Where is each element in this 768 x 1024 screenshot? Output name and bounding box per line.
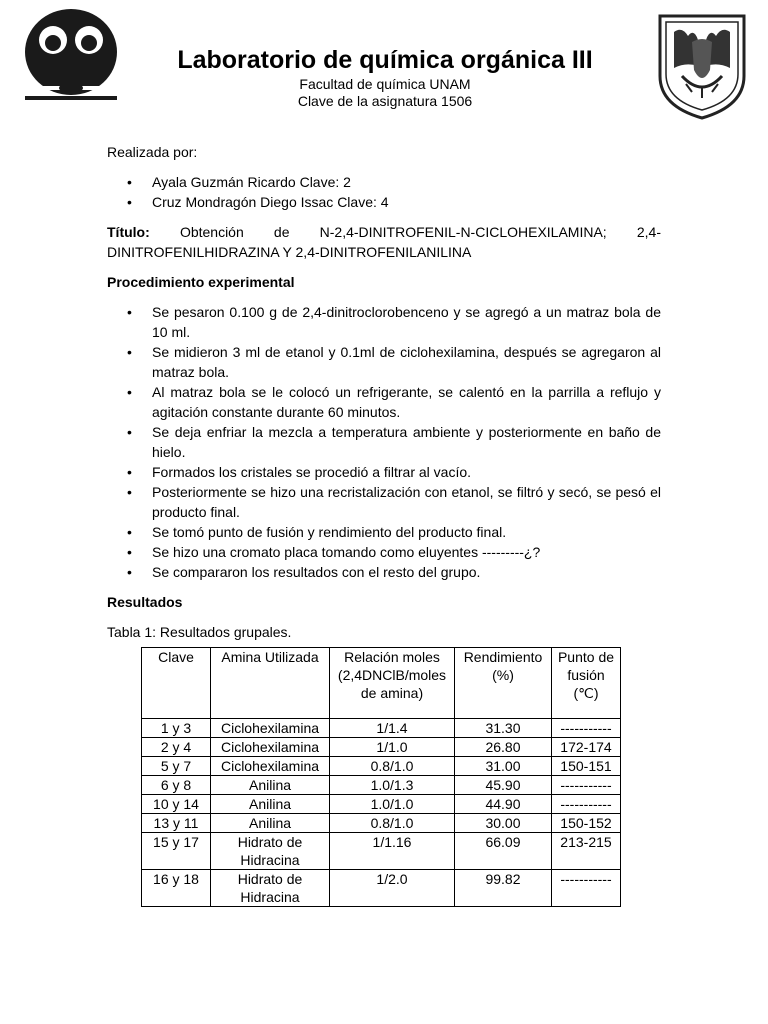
cell-clave: 2 y 4	[142, 738, 211, 757]
table-body	[142, 719, 621, 907]
authors-label: Realizada por:	[107, 144, 198, 160]
procedure-step: • Se pesaron 0.100 g de 2,4-dinitroclorobenceno y se agregó a un matraz bola de 10 ml.	[107, 302, 661, 342]
cell-amina: Ciclohexilamina	[211, 757, 330, 776]
cell-relacion: 1/2.0	[330, 870, 455, 907]
procedure-step: • Se tomó punto de fusión y rendimiento del producto final.	[107, 522, 661, 542]
cell-clave: 1 y 3	[142, 719, 211, 738]
procedure-step: • Se hizo una cromato placa tomando como eluyentes ---------¿?	[107, 542, 661, 562]
cell-amina: Ciclohexilamina	[211, 738, 330, 757]
procedure-step: • Se deja enfriar la mezcla a temperatura ambiente y posteriormente en baño de hielo.	[107, 422, 661, 462]
cell-rendimiento: 99.82	[455, 870, 552, 907]
cell-relacion: 1.0/1.3	[330, 776, 455, 795]
title-paragraph	[107, 222, 661, 262]
col-header-punto-fusion: Punto de fusión (℃)	[552, 648, 621, 719]
table-row	[142, 814, 621, 833]
cell-relacion: 1/1.0	[330, 738, 455, 757]
cell-punto-fusion: -----------	[552, 795, 621, 814]
cell-punto-fusion: -----------	[552, 870, 621, 907]
cell-punto-fusion: -----------	[552, 719, 621, 738]
authors-list	[107, 172, 661, 212]
unam-seal-logo	[652, 6, 752, 120]
cell-punto-fusion: 150-152	[552, 814, 621, 833]
cell-relacion: 0.8/1.0	[330, 757, 455, 776]
table-header-row	[142, 648, 621, 719]
document-title: Laboratorio de química orgánica III	[177, 46, 593, 74]
course-code-line: Clave de la asignatura 1506	[297, 93, 473, 109]
cell-amina: Hidrato de Hidracina	[211, 870, 330, 907]
table-row	[142, 833, 621, 870]
col-header-clave: Clave	[142, 648, 211, 719]
col-header-rendimiento: Rendimiento (%)	[455, 648, 552, 719]
table-row	[142, 757, 621, 776]
procedure-step: • Formados los cristales se procedió a filtrar al vacío.	[107, 462, 661, 482]
cell-rendimiento: 31.00	[455, 757, 552, 776]
document-header	[140, 44, 630, 110]
cell-punto-fusion: 172-174	[552, 738, 621, 757]
cell-rendimiento: 44.90	[455, 795, 552, 814]
table-row	[142, 719, 621, 738]
cell-relacion: 1/1.4	[330, 719, 455, 738]
cell-clave: 15 y 17	[142, 833, 211, 870]
cell-amina: Anilina	[211, 795, 330, 814]
faculty-owl-logo	[22, 8, 120, 108]
col-header-amina: Amina Utilizada	[211, 648, 330, 719]
procedure-step: • Se midieron 3 ml de etanol y 0.1ml de ciclohexilamina, después se agregaron al matraz bola.	[107, 342, 661, 382]
title-label: Título:	[107, 224, 150, 240]
cell-clave: 5 y 7	[142, 757, 211, 776]
cell-rendimiento: 30.00	[455, 814, 552, 833]
cell-relacion: 0.8/1.0	[330, 814, 455, 833]
cell-punto-fusion: 213-215	[552, 833, 621, 870]
cell-rendimiento: 45.90	[455, 776, 552, 795]
table-row	[142, 776, 621, 795]
table-row	[142, 870, 621, 907]
table-row	[142, 795, 621, 814]
procedure-step: • Al matraz bola se le colocó un refrigerante, se calentó en la parrilla a reflujo y agitación constante durante 60 minutos.	[107, 382, 661, 422]
cell-amina: Anilina	[211, 776, 330, 795]
cell-relacion: 1/1.16	[330, 833, 455, 870]
cell-amina: Hidrato de Hidracina	[211, 833, 330, 870]
cell-clave: 6 y 8	[142, 776, 211, 795]
faculty-line: Facultad de química UNAM	[299, 76, 471, 92]
cell-clave: 16 y 18	[142, 870, 211, 907]
col-header-relacion: Relación moles (2,4DNClB/moles de amina)	[330, 648, 455, 719]
cell-clave: 10 y 14	[142, 795, 211, 814]
table-caption: Tabla 1: Resultados grupales.	[107, 624, 292, 640]
results-heading: Resultados	[107, 594, 183, 610]
cell-punto-fusion: 150-151	[552, 757, 621, 776]
cell-amina: Ciclohexilamina	[211, 719, 330, 738]
procedure-step: • Se compararon los resultados con el resto del grupo.	[107, 562, 661, 582]
author-item: • Ayala Guzmán Ricardo Clave: 2	[107, 172, 661, 192]
table-row	[142, 738, 621, 757]
cell-rendimiento: 31.30	[455, 719, 552, 738]
cell-rendimiento: 26.80	[455, 738, 552, 757]
document-body	[107, 142, 661, 642]
results-table	[141, 647, 621, 907]
cell-punto-fusion: -----------	[552, 776, 621, 795]
procedure-step: • Posteriormente se hizo una recristalización con etanol, se filtró y secó, se pesó el producto final.	[107, 482, 661, 522]
author-item: • Cruz Mondragón Diego Issac Clave: 4	[107, 192, 661, 212]
cell-amina: Anilina	[211, 814, 330, 833]
cell-relacion: 1.0/1.0	[330, 795, 455, 814]
procedure-heading: Procedimiento experimental	[107, 274, 295, 290]
cell-rendimiento: 66.09	[455, 833, 552, 870]
cell-clave: 13 y 11	[142, 814, 211, 833]
procedure-list	[107, 302, 661, 582]
title-text: Obtención de N-2,4-DINITROFENIL-N-CICLOHEXILAMINA; 2,4-DINITROFENILHIDRAZINA Y 2,4-DINITROFENILANILINA	[107, 224, 661, 260]
